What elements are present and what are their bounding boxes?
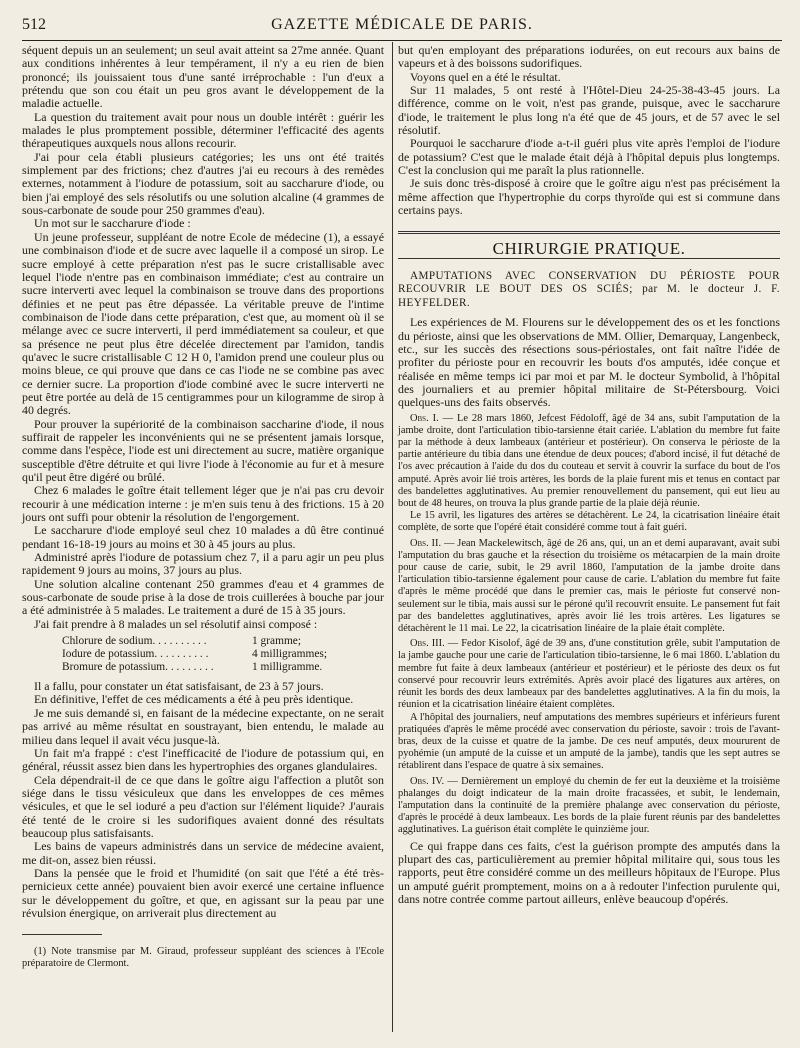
paragraph: Cela dépendrait-il de ce que dans le goître aigu l'affection a plutôt son siége dans le tissu vésiculeux que dans les enveloppes de ces mêmes vésicules, et que le sel ioduré a peu d'action sur l'élément liquide? J'aurais été tenté de le croire si les sudorifiques avaient donné des résultats beaucoup plus satisfaisants. (22, 772, 384, 840)
observation-label: Obs. III. (410, 638, 445, 650)
composition-row (62, 661, 384, 674)
paragraph: A l'hôpital des journaliers, neuf amputations des membres supérieurs et inférieurs furent pratiquées d'après le même procédé avec conservation du périoste, savoir : trois de l'avant-bras, deux de la cuisse et quatre de la jambe. De ces neuf amputés, deux moururent de pyohémie (un amputé de la cuisse et un amputé de la jambe), tandis que les sept autres se rétablirent dans l'espace de quatre à six semaines. (398, 711, 780, 772)
observation-text: — Fedor Kisolof, âgé de 39 ans, d'une constitution grêle, subit l'amputation de la jambe gauche pour une carie de l'articulation tibio-tarsienne, le 6 mai 1860. L'ablation du membre fut faite à deux lambeaux (antérieur et postérieur) et le périoste des deux os fut conservé pour recouvrir leurs extrémités. Après avoir placé des ligatures aux artères, on réunit les bords des deux lambeaux par des bandelettes agglutinatives. A la fin du mois, la réunion et la cicatrisation linéaire étaient complètes. (398, 638, 780, 711)
paragraph: Le 15 avril, les ligatures des artères se détachèrent. Le 24, la cicatrisation linéaire était complète, de sorte que l'opéré était considéré comme tout à fait guéri. (398, 510, 780, 534)
right-column (398, 44, 780, 906)
journal-title: GAZETTE MÉDICALE DE PARIS. (271, 16, 533, 33)
observation-label: Obs. IV. (410, 775, 445, 787)
footnote: (1) Note transmise par M. Giraud, professeur suppléant des sciences à l'Ecole préparatoire de Clermont. (22, 945, 384, 969)
paragraph: Administré après l'iodure de potassium chez 7, il a paru agir un peu plus rapidement 9 jours au moins, 37 jours au plus. (22, 550, 384, 578)
paragraph: Voyons quel en a été le résultat. (410, 69, 561, 84)
paragraph: Sur 11 malades, 5 ont resté à l'Hôtel-Dieu 24-25-38-43-45 jours. La différence, comme on le voit, n'est pas grande, puisque, avec le saccharure d'iode, le traitement le plus long n'a été que de 45 jours, et de 57 avec le sel résolutif. (398, 83, 780, 138)
paragraph: Ce qui frappe dans ces faits, c'est la guérison prompte des amputés dans la plupart des cas, particulièrement au premier hôpital militaire qui, sous tous les rapports, peut être considéré comme un des meilleurs hôpitaux de l'Europe. Plus un amputé guérit promptement, moins on a à redouter l'infection purulente qui, dans notre contrée comme partout ailleurs, enlève beaucoup d'opérés. (398, 838, 780, 906)
footnote-divider (22, 934, 102, 935)
left-column (22, 44, 384, 980)
paragraph: Je me suis demandé si, en faisant de la médecine expectante, on ne serait pas arrivé au même résultat en soustrayant, bien entendu, le malade au milieu dans lequel il avait vécu jusque-là. (22, 705, 384, 747)
ingredient-name: Chlorure de sodium. . . . . . . . . . (62, 635, 207, 648)
observation-4 (398, 776, 780, 837)
paragraph: La question du traitement avait pour nous un double intérêt : guérir les malades le plus promptement possible, déterminer l'efficacité des agents thérapeutiques auxquels nous allons recourir. (22, 109, 384, 151)
paragraph: Les bains de vapeurs administrés dans un service de médecine avaient, me dit-on, assez bien réussi. (22, 839, 384, 867)
composition-table (62, 635, 384, 674)
observation-1 (398, 413, 780, 511)
paragraph: Les expériences de M. Flourens sur le développement des os et les fonctions du périoste, ainsi que les observations de MM. Ollier, Demarquay, Langenbeck, etc., sur les succès des résections sous-périostales, ont fait naître l'idée de profiter du périoste pour en recouvrir les bouts d'os amputés, idée conçue et réalisée en même temps ici par moi et par M. le docteur Symbolid, à l'hôpital des journaliers et au premier hôpital militaire de St-Pétersbourg. Voici quelques-uns des faits observés. (398, 315, 780, 410)
composition-row (62, 635, 384, 648)
observation-label: Obs. II. (410, 537, 442, 549)
ingredient-quantity: 1 gramme; (252, 635, 302, 648)
ingredient-name: Bromure de potassium. . . . . . . . . (62, 661, 214, 674)
paragraph: Une solution alcaline contenant 250 grammes d'eau et 4 grammes de sous-carbonate de soude prise à la dose de trois cuillerées à bouche par jour a été administrée à 5 malades. Le traitement a duré de 15 à 35 jours. (22, 576, 384, 618)
article-title: AMPUTATIONS AVEC CONSERVATION DU PÉRIOSTE POUR RECOUVRIR LE BOUT DES OS SCIÉS; par M. le docteur J. F. HEYFELDER. (398, 270, 780, 309)
observation-2 (398, 538, 780, 636)
observation-text: — Dernièrement un employé du chemin de fer eut la deuxième et la troisième phalanges du doigt indicateur de la main droite fracassées, et subit, le lendemain, l'amputation dans la continuité de la première phalange avec conservation du périoste, d'après le procédé à deux lambeaux. Les bords de la plaie furent réunis par des bandelettes agglutinatives. La guérison était complète le quinzième jour. (398, 775, 781, 836)
page-number: 512 (22, 16, 46, 33)
paragraph: Je suis donc très-disposé à croire que le goître aigu n'est pas précisément la même affection que l'hypertrophie du corps thyroïde qui est si commune dans certains pays. (398, 176, 780, 218)
paragraph: Un jeune professeur, suppléant de notre Ecole de médecine (1), a essayé une combinaison d'iode et de sucre avec laquelle il a composé un sirop. Le sucre employé à cette préparation n'est pas le sucre cristallisable avec lequel l'iode n'entre pas en combinaison immédiate; c'est au contraire un sucre interverti avec lequel la combinaison se trouve dans des proportions définies et ne peut pas être dépassée. La véritable preuve de l'intime combinaison de l'iode dans cette préparation, c'est que, au moment où il se mélange avec ce sucre interverti, il perd immédiatement sa couleur, et que sa présence ne peut plus être décelée directement par l'amidon, tandis qu'avec le sucre cristallisable C 12 H 0, l'amidon prend une couleur plus ou moins bleue, ce qui prouve que dans ce cas l'iode ne se combine pas avec ce dernier sucre. La proportion d'iode combiné avec le sucre interverti ne peut être portée au delà de 15 centigrammes pour un kilogramme de sirop à 40 degrés. (22, 229, 384, 418)
paragraph: Un fait m'a frappé : c'est l'inefficacité de l'iodure de potassium qui, en général, réussit assez bien dans les hypertrophies des organes glandulaires. (22, 745, 384, 774)
paragraph: Pourquoi le saccharure d'iode a-t-il guéri plus vite après l'emploi de l'iodure de potassium? C'est que le malade était déjà à l'hôpital depuis plus longtemps. C'est la conclusion qui me paraît la plus rationnelle. (398, 136, 780, 178)
composition-row (62, 648, 384, 661)
paragraph: Le saccharure d'iode employé seul chez 10 malades a dû être continué pendant 16-18-19 jours au moins et 30 à 45 jours au plus. (22, 523, 384, 551)
ingredient-name: Iodure de potassium. . . . . . . . . . (62, 648, 209, 661)
ingredient-quantity: 4 milligrammes; (252, 648, 327, 661)
paragraph: Dans la pensée que le froid et l'humidité (on sait que l'été a été très-pernicieux cette année) pouvaient bien avoir exercé une certaine influence sur le développement du goître, et que, en agissant sur la peau par une révulsion énergique, on arriverait plus directement au (22, 865, 384, 920)
column-divider (392, 42, 393, 1032)
observation-label: Obs. I. (410, 412, 439, 424)
paragraph: En définitive, l'effet de ces médicaments a été à peu près identique. (34, 692, 354, 707)
paragraph: Il a fallu, pour constater un état satisfaisant, de 23 à 57 jours. (34, 679, 324, 694)
paragraph: J'ai pour cela établi plusieurs catégories; les uns ont été traités simplement par des frictions; chez d'autres j'ai eu recours à des remèdes externes, notamment à l'iodure de potassium, soit au saccharure d'iode, ou bien j'ai employé des sels résolutifs ou une solution alcaline (4 grammes de sous-carbonate de soude pour 250 grammes d'eau). (22, 149, 384, 218)
paragraph: Un mot sur le saccharure d'iode : (34, 216, 191, 231)
section-title: CHIRURGIE PRATIQUE. (398, 242, 780, 258)
page-header (22, 12, 782, 41)
paragraph: Pour prouver la supériorité de la combinaison saccharine d'iode, il nous suffirait de rappeler les inconvénients qui ne se présentent jamais lorsque, comme dans l'espèce, l'iode est uni directement au sucre, matière organique susceptible d'être détruite et qui livre l'iode à l'économie au fur et à mesure qu'il peut être digéré ou brûlé. (22, 416, 384, 484)
paragraph: Chez 6 malades le goître était tellement léger que je n'ai pas cru devoir recourir à une médication interne : je m'en suis tenu à des frictions. 15 à 20 jours ont suffi pour obtenir la résolution de l'engorgement. (22, 483, 384, 525)
paragraph: J'ai fait prendre à 8 malades un sel résolutif ainsi composé : (34, 616, 318, 631)
observation-text: — Jean Mackelewitsch, âgé de 26 ans, qui, un an et demi auparavant, avait subi l'amputation du bras gauche et la résection du troisième os métacarpien de la main droite pour cause de carie, subit, le 29 avril 1860, l'amputation de la jambe droite dans l'articulation tibio-tarsienne également pour cause de carie. L'ablation du membre fut faite d'après le même procédé que dans le premier cas, mais le périoste fut conservé non-seulement sur le tibia, mais aussi sur le péroné qu'il recouvrit ensuite. Le pansement fut fait par des bandelettes agglutinatives, après avoir lié les trois artères. Les ligatures se détachèrent le 11 mai. Le 22, la cicatrisation linéaire de la plaie était complète. (398, 537, 780, 635)
ingredient-quantity: 1 milligramme. (252, 661, 323, 674)
paragraph: séquent depuis un an seulement; un seul avait atteint sa 27me année. Quant aux conditions inhérentes à leur tempérament, il n'y a eu rien de bien prononcé; ils jouissaient tous d'une santé irréprochable : l'un d'eux a prétendu que son cou était un peu gros avant le développement de la maladie actuelle. (22, 43, 384, 111)
paragraph: but qu'en employant des préparations iodurées, on eut recours aux bains de vapeurs et à des boissons sudorifiques. (398, 43, 780, 71)
section-divider (398, 231, 780, 234)
observation-text: — Le 28 mars 1860, Jefcest Fédoloff, âgé de 34 ans, subit l'amputation de la jambe droite, dont l'articulation tibio-tarsienne était cariée. L'ablation du membre fut faite par la méthode à deux lambeaux (antérieur et postérieur). On conserva le périoste de la partie antérieure du tibia dans une étendue de deux pouces; d'abord incisé, il fut détaché de l'os avec précaution à l'aide du dos du couteau et servit à couvrir la surface du bout de l'os amputé. Après avoir lié trois artères, les bords de la plaie furent mis et tenus en contact par des bandelettes agglutinatives. Au premier renouvellement du pansement, qui eut lieu au bout de 48 heures, on trouva la plus grande partie de la plaie déjà réunie. (398, 412, 780, 510)
observation-3 (398, 638, 780, 711)
